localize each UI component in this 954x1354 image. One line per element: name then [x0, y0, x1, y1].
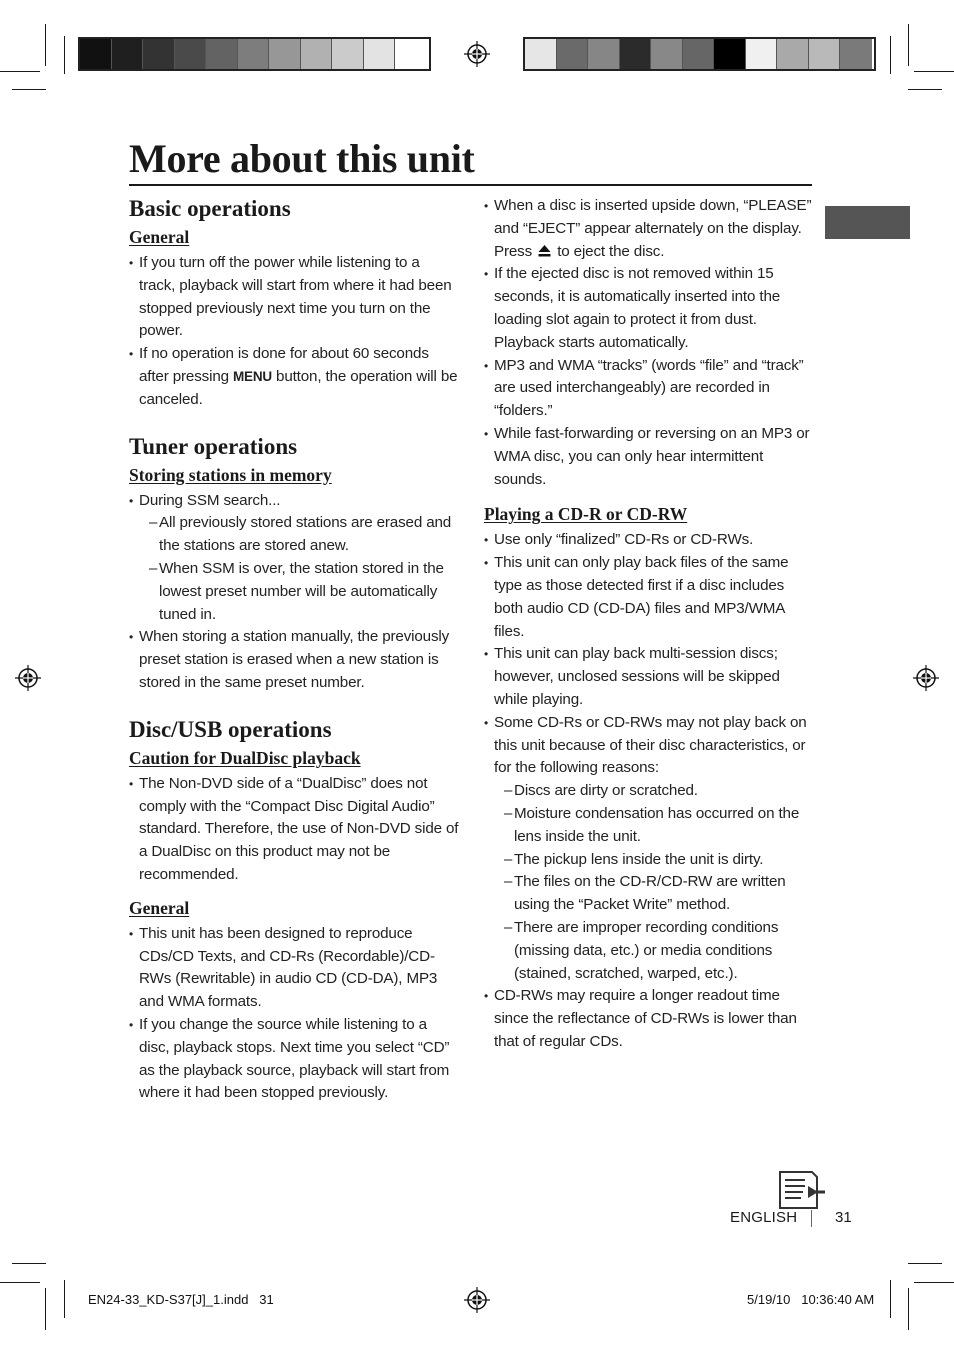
slug-filename: EN24-33_KD-S37[J]_1.indd 31 [88, 1292, 274, 1307]
color-swatch [683, 39, 715, 69]
section-tab [825, 206, 910, 239]
disc-usb-operations-section [129, 716, 459, 1105]
registration-mark-icon [15, 665, 41, 691]
color-bar-right [523, 37, 876, 71]
color-swatch [238, 39, 270, 69]
list-item-text: button, the operation will be canceled. [139, 367, 458, 408]
color-swatch [714, 39, 746, 69]
color-bar-left [78, 37, 431, 71]
list-item: • Use only “finalized” CD-Rs or CD-RWs. [484, 529, 814, 552]
title-rule [129, 184, 812, 186]
color-swatch [112, 39, 144, 69]
color-swatch [525, 39, 557, 69]
left-column [129, 195, 459, 1105]
color-swatch [269, 39, 301, 69]
list-item: • This unit can only play back files of the same type as those detected first if a disc includes both audio CD (CD-DA) files and MP3/WMA files. [484, 552, 814, 643]
tuner-operations-section [129, 433, 459, 695]
list-item: • If you turn off the power while listening to a track, playback will start from where it had been stopped previously next time you turn on the power. [129, 252, 459, 343]
dash-item: – Discs are dirty or scratched. [494, 780, 814, 803]
slug-timestamp: 5/19/10 10:36:40 AM [747, 1292, 875, 1307]
color-swatch [840, 39, 872, 69]
color-swatch [620, 39, 652, 69]
menu-keyword: MENU [233, 368, 272, 384]
list-item [129, 343, 459, 411]
registration-mark-icon [464, 1287, 490, 1313]
color-swatch [588, 39, 620, 69]
list-item: • This unit can play back multi-session discs; however, unclosed sessions will be skipped while playing. [484, 643, 814, 711]
dash-item: – When SSM is over, the station stored in the lowest preset number will be automatically tuned in. [139, 558, 459, 626]
list-item-text: During SSM search... [139, 491, 281, 509]
color-swatch [651, 39, 683, 69]
list-item: • MP3 and WMA “tracks” (words “file” and “track” are used interchangeably) are recorded in “folders.” [484, 355, 814, 423]
color-swatch [395, 39, 427, 69]
list-item: • While fast-forwarding or reversing on an MP3 or WMA disc, you can only hear intermittent sounds. [484, 423, 814, 491]
section-heading: Tuner operations [129, 433, 298, 459]
notepad-arrow-icon [777, 1170, 827, 1210]
subsection-heading: Caution for DualDisc playback [129, 747, 361, 768]
list-item: • If you change the source while listening to a disc, playback stops. Next time you select “CD” as the playback source, playback will start from where it had been stopped previously. [129, 1014, 459, 1105]
section-heading: Basic operations [129, 196, 291, 221]
color-swatch [80, 39, 112, 69]
subsection-heading: Playing a CD-R or CD-RW [484, 504, 688, 525]
subsection-heading: Storing stations in memory [129, 464, 332, 485]
subsection-heading: General [129, 897, 190, 918]
list-item [484, 712, 814, 986]
color-swatch [301, 39, 333, 69]
dash-item: – The pickup lens inside the unit is dirty. [494, 849, 814, 872]
dash-item: – The files on the CD-R/CD-RW are written using the “Packet Write” method. [494, 871, 814, 917]
color-swatch [206, 39, 238, 69]
section-heading: Disc/USB operations [129, 716, 332, 742]
eject-icon [538, 244, 551, 257]
page-number: 31 [835, 1209, 852, 1226]
dash-item: – There are improper recording conditions (missing data, etc.) or media conditions (stained, scratched, warped, etc.). [494, 917, 814, 985]
list-item-text: If no operation is done for about 60 seconds after pressing [139, 345, 429, 385]
color-swatch [364, 39, 396, 69]
color-swatch [143, 39, 175, 69]
list-item: • When storing a station manually, the previously preset station is erased when a new station is stored in the same preset number. [129, 626, 459, 694]
color-swatch [809, 39, 841, 69]
page-title: More about this unit [129, 136, 475, 181]
list-item [129, 490, 459, 627]
registration-mark-icon [913, 665, 939, 691]
list-item: • If the ejected disc is not removed within 15 seconds, it is automatically inserted into the loading slot again to protect it from dust. Playback starts automatically. [484, 263, 814, 354]
list-item: • The Non-DVD side of a “DualDisc” does not comply with the “Compact Disc Digital Audio” standard. Therefore, the use of Non-DVD side of a DualDisc on this product may not be recommended. [129, 773, 459, 887]
list-item-text: Some CD-Rs or CD-RWs may not play back on this unit because of their disc characteristics, or for the following reasons: [494, 713, 807, 777]
list-item-text: When a disc is inserted upside down, “PLEASE” and “EJECT” appear alternately on the display. Press [494, 197, 812, 260]
list-item: • This unit has been designed to reproduce CDs/CD Texts, and CD-Rs (Recordable)/CD-RWs (Rewritable) in audio CD (CD-DA), MP3 and WMA formats. [129, 923, 459, 1014]
dash-item: – All previously stored stations are erased and the stations are stored anew. [139, 512, 459, 558]
list-item: • CD-RWs may require a longer readout time since the reflectance of CD-RWs is lower than that of regular CDs. [484, 985, 814, 1053]
footer-divider [811, 1210, 812, 1227]
right-column [484, 195, 814, 1054]
basic-operations-section [129, 195, 459, 412]
color-swatch [175, 39, 207, 69]
color-swatch [557, 39, 589, 69]
color-swatch [332, 39, 364, 69]
list-item-text: to eject the disc. [553, 242, 665, 260]
color-swatch [746, 39, 778, 69]
footer-language: ENGLISH [730, 1209, 798, 1226]
subsection-heading: General [129, 227, 190, 247]
dash-item: – Moisture condensation has occurred on the lens inside the unit. [494, 803, 814, 849]
list-item [484, 195, 814, 263]
registration-mark-icon [464, 41, 490, 67]
color-swatch [777, 39, 809, 69]
